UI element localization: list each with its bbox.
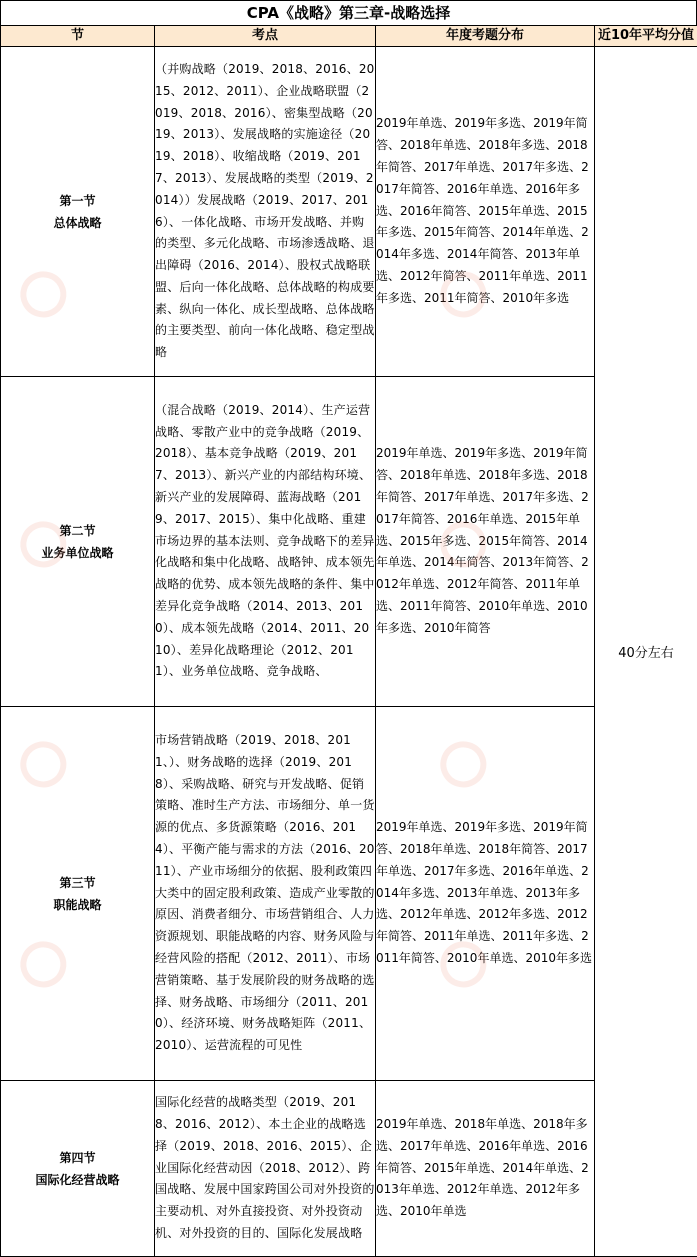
column-header-average: 近10年平均分值: [595, 26, 697, 47]
section-name: 总体战略: [53, 215, 102, 230]
distribution-cell: 2019年单选、2019年多选、2019年简答、2018年单选、2018年简答、2017年单选、2017年多选、2016年单选、2014年多选、2013年单选、2013年多选、2012年单选、2012年多选、2012年简答、2011年单选、2011年多选、2011年简答、2010年单选、2010年多选: [376, 707, 595, 1081]
column-header-points: 考点: [155, 26, 376, 47]
exam-points-cell: 国际化经营的战略类型（2019、2018、2016、2012）、本土企业的战略选择（2019、2018、2016、2015）、企业国际化经营动因（2018、2012）、跨国战略、发展中国家跨国公司对外投资的主要动机、对外直接投资、对外投资动机、对外投资的目的、国际化发展战略: [155, 1081, 376, 1257]
section-name: 业务单位战略: [41, 545, 114, 560]
column-header-section: 节: [1, 26, 155, 47]
average-score-cell: 40分左右: [595, 47, 697, 1257]
section-cell: [1, 707, 155, 1081]
distribution-cell: 2019年单选、2019年多选、2019年简答、2018年单选、2018年多选、2018年简答、2017年单选、2017年多选、2017年简答、2016年单选、2016年多选、2016年简答、2015年单选、2015年多选、2015年简答、2014年单选、2014年多选、2014年简答、2013年单选、2012年简答、2011年单选、2011年多选、2011年简答、2010年多选: [376, 47, 595, 377]
header-row: [1, 26, 697, 47]
strategy-exam-table: [0, 25, 697, 1257]
table-row: [1, 1081, 697, 1257]
table-title: CPA《战略》第三章-战略选择: [0, 0, 697, 26]
section-cell: [1, 1081, 155, 1257]
table-row: [1, 47, 697, 377]
column-header-distribution: 年度考题分布: [376, 26, 595, 47]
exam-points-cell: （并购战略（2019、2018、2016、2015、2012、2011）、企业战略联盟（2019、2018、2016）、密集型战略（2019、2013）、发展战略的实施途径（2019、2018）、收缩战略（2019、2017、2013）、发展战略的类型（2019、2014））发展战略（2019、2017、2016）、一体化战略、市场开发战略、并购的类型、多元化战略、市场渗透战略、退出障碍（2016、2014）、股权式战略联盟、后向一体化战略、总体战略的构成要素、纵向一体化、成长型战略、总体战略的主要类型、前向一体化战略、稳定型战略: [155, 47, 376, 377]
section-cell: [1, 377, 155, 707]
table-row: [1, 377, 697, 707]
section-name: 国际化经营战略: [35, 1172, 120, 1187]
section-number: 第一节: [59, 193, 96, 208]
exam-points-cell: （混合战略（2019、2014）、生产运营战略、零散产业中的竞争战略（2019、2018）、基本竞争战略（2019、2017、2013）、新兴产业的内部结构环境、新兴产业的发展障碍、蓝海战略（2019、2017、2015）、集中化战略、重建市场边界的基本法则、竞争战略下的差异化战略和集中化战略、战略钟、成本领先战略的优势、成本领先战略的条件、集中差异化竞争战略（2014、2013、2010）、成本领先战略（2014、2011、2010）、差异化战略理论（2012、2011）、业务单位战略、竞争战略、: [155, 377, 376, 707]
section-name: 职能战略: [53, 897, 102, 912]
section-number: 第四节: [59, 1150, 96, 1165]
exam-points-cell: 市场营销战略（2019、2018、2011、）、财务战略的选择（2019、2018）、采购战略、研究与开发战略、促销策略、准时生产方法、市场细分、单一货源的优点、多货源策略（2016、2014）、平衡产能与需求的方法（2016、2011）、产业市场细分的依据、股利政策四大类中的固定股利政策、造成产业零散的原因、消费者细分、市场营销组合、人力资源规划、职能战略的内容、财务风险与经营风险的搭配（2012、2011）、市场营销策略、基于发展阶段的财务战略的选择、财务战略、市场细分（2011、2010）、经济环境、财务战略矩阵（2011、2010）、运营流程的可见性: [155, 707, 376, 1081]
section-number: 第二节: [59, 523, 96, 538]
distribution-cell: 2019年单选、2018年单选、2018年多选、2017年单选、2016年单选、2016年简答、2015年单选、2014年单选、2013年单选、2012年单选、2012年多选、2010年单选: [376, 1081, 595, 1257]
table-row: [1, 707, 697, 1081]
section-cell: [1, 47, 155, 377]
section-number: 第三节: [59, 875, 96, 890]
distribution-cell: 2019年单选、2019年多选、2019年简答、2018年单选、2018年多选、2018年简答、2017年单选、2017年多选、2017年简答、2016年单选、2015年单选、2015年多选、2015年简答、2014年单选、2014年简答、2013年简答、2012年单选、2012年简答、2011年单选、2011年简答、2010年单选、2010年多选、2010年简答: [376, 377, 595, 707]
